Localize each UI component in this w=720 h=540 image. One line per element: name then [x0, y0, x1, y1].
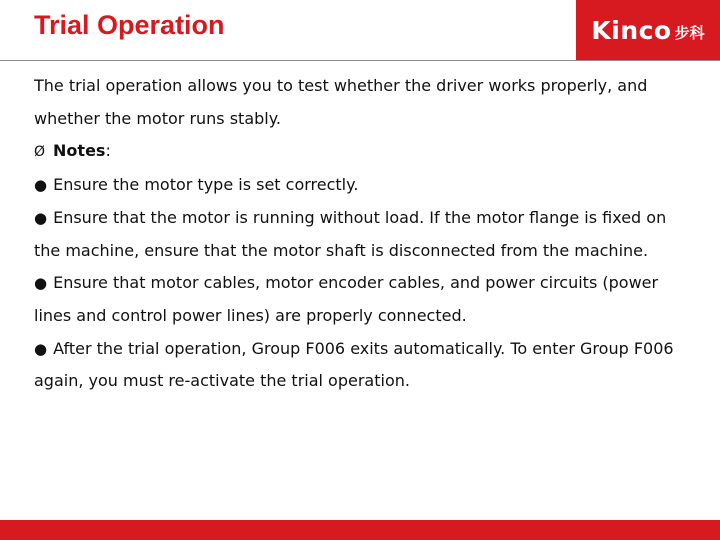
list-item: [34, 202, 684, 267]
bullet-text: Ensure that the motor is running without load. If the motor flange is fixed on the machine, ensure that the motor shaft is disconnected from the machine.: [34, 207, 667, 260]
bullet-dot-icon: ●: [34, 208, 48, 227]
header-divider: [0, 60, 720, 61]
bullet-text: After the trial operation, Group F006 exits automatically. To enter Group F006 again, you must re-activate the trial operation.: [34, 338, 674, 391]
bullet-dot-icon: ●: [34, 339, 48, 358]
slide-title: Trial Operation: [34, 10, 225, 40]
notes-heading: [34, 135, 684, 169]
kinco-logo: [576, 0, 720, 60]
logo-chinese-text: 步科: [674, 23, 705, 42]
arrow-bullet-icon: Ø: [34, 144, 46, 161]
bullet-text: Ensure the motor type is set correctly.: [53, 175, 359, 195]
slide-body: [34, 70, 684, 398]
list-item: [34, 267, 684, 332]
intro-paragraph: The trial operation allows you to test whether the driver works properly, and whether the motor runs stably.: [34, 76, 648, 128]
list-item: [34, 333, 684, 398]
notes-colon: :: [105, 141, 111, 161]
bullet-dot-icon: ●: [34, 274, 48, 293]
bullet-dot-icon: ●: [34, 176, 48, 195]
list-item: [34, 169, 684, 202]
notes-label: Notes: [53, 141, 106, 161]
bullet-text: Ensure that motor cables, motor encoder cables, and power circuits (power lines and control power lines) are properly connected.: [34, 273, 659, 325]
logo-text: Kinco: [591, 15, 672, 45]
footer-bar: [0, 520, 720, 540]
